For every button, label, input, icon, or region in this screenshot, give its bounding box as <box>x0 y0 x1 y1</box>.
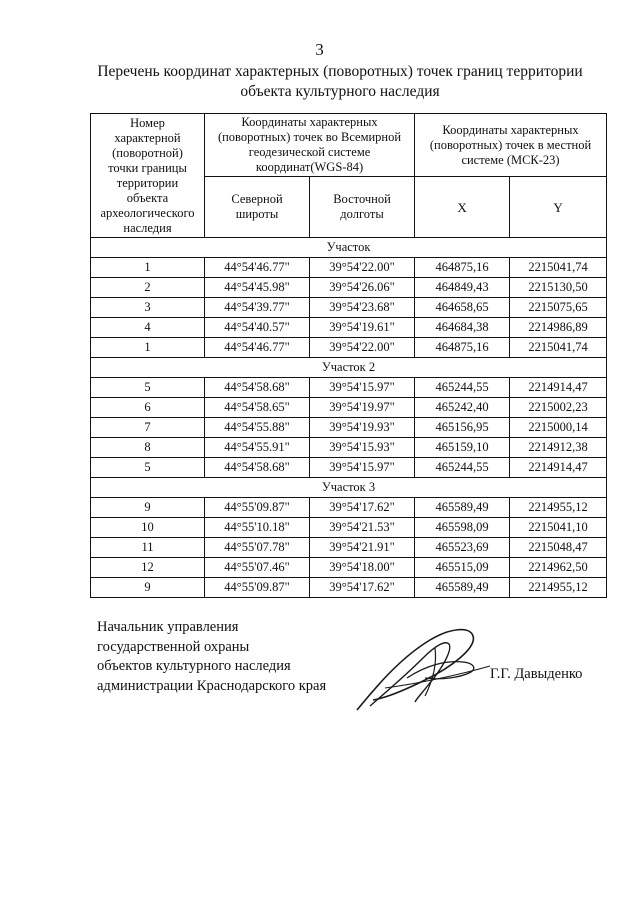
page-number: 3 <box>315 40 324 59</box>
y-cell: 2215041,74 <box>510 258 607 278</box>
x-cell: 465244,55 <box>415 458 510 478</box>
section-row <box>91 238 607 258</box>
north-latitude-cell: 44°54'58.65" <box>205 398 310 418</box>
north-latitude-cell: 44°55'07.78" <box>205 538 310 558</box>
position-line: объектов культурного наследия <box>97 658 291 674</box>
x-cell: 465523,69 <box>415 538 510 558</box>
y-cell: 2215075,65 <box>510 298 607 318</box>
title-line-2: объекта культурного наследия <box>240 83 440 100</box>
point-number-cell: 2 <box>91 278 205 298</box>
point-number-cell: 4 <box>91 318 205 338</box>
east-longitude-cell: 39°54'15.97" <box>310 458 415 478</box>
header-north-latitude <box>205 177 310 238</box>
table-row <box>91 458 607 478</box>
point-number-cell: 8 <box>91 438 205 458</box>
position-line: администрации Краснодарского края <box>97 677 327 694</box>
x-cell: 465515,09 <box>415 558 510 578</box>
x-cell: 465242,40 <box>415 398 510 418</box>
x-cell: 464875,16 <box>415 338 510 358</box>
header-east-longitude <box>310 177 415 238</box>
header-x: X <box>415 177 510 238</box>
signatory-position <box>97 618 326 696</box>
point-number-cell: 11 <box>91 538 205 558</box>
east-longitude-cell: 39°54'19.93" <box>310 418 415 438</box>
east-longitude-cell: 39°54'22.00" <box>310 258 415 278</box>
north-latitude-cell: 44°54'46.77" <box>205 338 310 358</box>
north-latitude-cell: 44°55'10.18" <box>205 518 310 538</box>
table-row <box>91 438 607 458</box>
point-number-cell: 5 <box>91 458 205 478</box>
north-latitude-cell: 44°54'40.57" <box>205 318 310 338</box>
east-longitude-cell: 39°54'15.97" <box>310 378 415 398</box>
y-cell: 2214955,12 <box>510 498 607 518</box>
north-latitude-cell: 44°54'58.68" <box>205 458 310 478</box>
header-text-line: Северной <box>231 192 283 206</box>
y-cell: 2215130,50 <box>510 278 607 298</box>
table-row <box>91 398 607 418</box>
header-text-line: археологического <box>100 205 195 220</box>
x-cell: 464658,65 <box>415 298 510 318</box>
header-text-line: Восточной <box>333 192 391 206</box>
x-cell: 464849,43 <box>415 278 510 298</box>
position-line: Начальник управления <box>97 619 239 635</box>
table-row <box>91 578 607 598</box>
y-cell: 2214986,89 <box>510 318 607 338</box>
section-label: Участок 2 <box>91 358 607 378</box>
section-label: Участок 3 <box>91 478 607 498</box>
table-row <box>91 418 607 438</box>
table-row <box>91 538 607 558</box>
header-text-line: характерной <box>114 130 181 145</box>
header-text-line: координат(WGS-84) <box>255 160 364 174</box>
y-cell: 2214955,12 <box>510 578 607 598</box>
point-number-cell: 10 <box>91 518 205 538</box>
east-longitude-cell: 39°54'21.53" <box>310 518 415 538</box>
point-number-cell: 12 <box>91 558 205 578</box>
point-number-cell: 9 <box>91 578 205 598</box>
table-row <box>91 318 607 338</box>
x-cell: 465156,95 <box>415 418 510 438</box>
east-longitude-cell: 39°54'23.68" <box>310 298 415 318</box>
section-row <box>91 358 607 378</box>
header-text-line: Номер <box>130 115 165 130</box>
table-row <box>91 338 607 358</box>
table-row <box>91 378 607 398</box>
point-number-cell: 6 <box>91 398 205 418</box>
header-text-line: наследия <box>123 220 172 235</box>
x-cell: 464684,38 <box>415 318 510 338</box>
header-text-line: долготы <box>340 207 384 221</box>
east-longitude-cell: 39°54'22.00" <box>310 338 415 358</box>
table-header-row <box>91 114 607 177</box>
east-longitude-cell: 39°54'15.93" <box>310 438 415 458</box>
y-cell: 2214914,47 <box>510 458 607 478</box>
x-cell: 465159,10 <box>415 438 510 458</box>
header-text-line: объекта <box>126 190 169 205</box>
y-cell: 2214912,38 <box>510 438 607 458</box>
table-row <box>91 258 607 278</box>
point-number-cell: 5 <box>91 378 205 398</box>
y-cell: 2214914,47 <box>510 378 607 398</box>
north-latitude-cell: 44°55'09.87" <box>205 498 310 518</box>
north-latitude-cell: 44°54'45.98" <box>205 278 310 298</box>
point-number-cell: 7 <box>91 418 205 438</box>
x-cell: 464875,16 <box>415 258 510 278</box>
header-text-line: широты <box>235 207 279 221</box>
header-text-line: (поворотной) <box>112 145 183 160</box>
point-number-cell: 1 <box>91 258 205 278</box>
position-line: государственной охраны <box>97 638 250 655</box>
y-cell: 2215041,10 <box>510 518 607 538</box>
header-text-line: Координаты характерных <box>241 115 378 129</box>
north-latitude-cell: 44°55'09.87" <box>205 578 310 598</box>
east-longitude-cell: 39°54'17.62" <box>310 498 415 518</box>
signatory-name: Г.Г. Давыденко <box>490 666 583 682</box>
y-cell: 2215000,14 <box>510 418 607 438</box>
point-number-cell: 3 <box>91 298 205 318</box>
y-cell: 2215002,23 <box>510 398 607 418</box>
north-latitude-cell: 44°55'07.46" <box>205 558 310 578</box>
header-text-line: (поворотных) точек в местной <box>429 137 592 152</box>
header-text-line: Координаты характерных <box>442 122 579 137</box>
north-latitude-cell: 44°54'55.91" <box>205 438 310 458</box>
table-row <box>91 558 607 578</box>
title-line-1: Перечень координат характерных (поворотных) точек границ территории <box>97 63 583 80</box>
header-y: Y <box>510 177 607 238</box>
east-longitude-cell: 39°54'21.91" <box>310 538 415 558</box>
header-text-line: системе (МСК-23) <box>461 152 560 167</box>
document-title <box>60 62 620 102</box>
handwritten-signature <box>345 618 495 718</box>
north-latitude-cell: 44°54'55.88" <box>205 418 310 438</box>
header-point-number <box>91 114 205 238</box>
east-longitude-cell: 39°54'17.62" <box>310 578 415 598</box>
y-cell: 2215048,47 <box>510 538 607 558</box>
north-latitude-cell: 44°54'39.77" <box>205 298 310 318</box>
header-local-coordinates <box>415 114 607 177</box>
east-longitude-cell: 39°54'19.61" <box>310 318 415 338</box>
header-text-line: точки границы <box>108 160 187 175</box>
x-cell: 465589,49 <box>415 498 510 518</box>
x-cell: 465589,49 <box>415 578 510 598</box>
table-row <box>91 298 607 318</box>
y-cell: 2215041,74 <box>510 338 607 358</box>
x-cell: 465598,09 <box>415 518 510 538</box>
header-text-line: геодезической системе <box>248 145 371 159</box>
header-text-line: территории <box>116 175 179 190</box>
point-number-cell: 9 <box>91 498 205 518</box>
header-text-line: (поворотных) точек во Всемирной <box>217 130 402 144</box>
point-number-cell: 1 <box>91 338 205 358</box>
coordinates-table <box>90 113 607 598</box>
north-latitude-cell: 44°54'58.68" <box>205 378 310 398</box>
north-latitude-cell: 44°54'46.77" <box>205 258 310 278</box>
east-longitude-cell: 39°54'18.00" <box>310 558 415 578</box>
east-longitude-cell: 39°54'19.97" <box>310 398 415 418</box>
header-wgs84-coordinates <box>205 114 415 177</box>
table-row <box>91 498 607 518</box>
table-row <box>91 518 607 538</box>
table-row <box>91 278 607 298</box>
section-label: Участок <box>91 238 607 258</box>
east-longitude-cell: 39°54'26.06" <box>310 278 415 298</box>
y-cell: 2214962,50 <box>510 558 607 578</box>
section-row <box>91 478 607 498</box>
x-cell: 465244,55 <box>415 378 510 398</box>
